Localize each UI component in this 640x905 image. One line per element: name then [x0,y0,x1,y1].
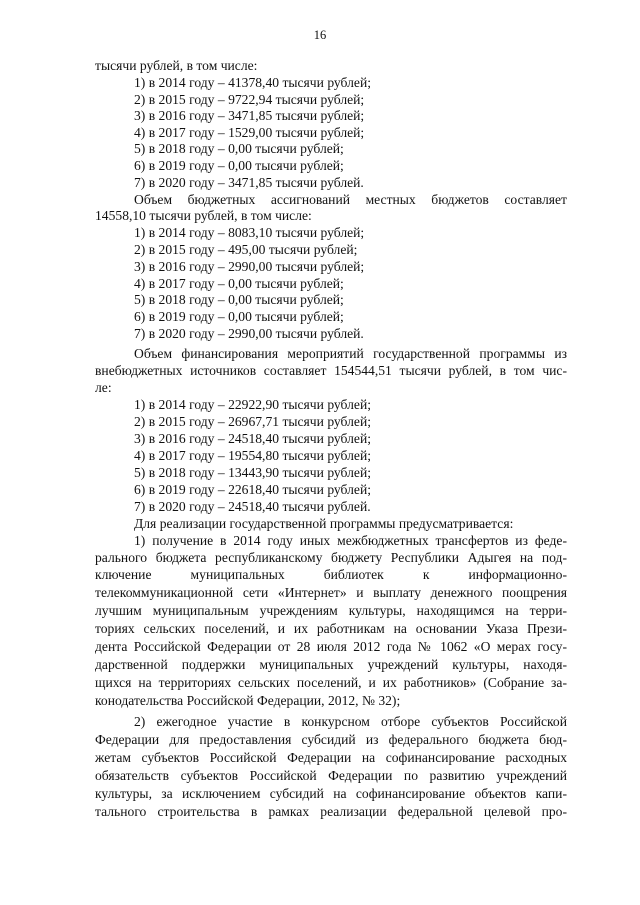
list-item: 7) в 2020 году – 2990,00 тысячи рублей. [134,326,364,341]
paragraph-line: телекоммуникационной сети «Интернет» и выплату денежного поощрения [95,585,567,600]
paragraph-line: ле: [95,380,112,395]
list-item: 4) в 2017 году – 1529,00 тысячи рублей; [134,125,365,140]
paragraph-line: конодательства Российской Федерации, 2012, № 32); [95,693,401,708]
paragraph-line: культуры, за исключением субсидий на софинансирование объектов капи- [95,786,567,801]
paragraph-line: обязательств субъектов Российской Федерации по развитию учреждений [95,768,567,783]
list-item: 2) в 2015 году – 495,00 тысячи рублей; [134,242,358,257]
list-item: 1) в 2014 году – 41378,40 тысячи рублей; [134,75,372,90]
list-item: 6) в 2019 году – 0,00 тысячи рублей; [134,158,344,173]
list-item: 2) в 2015 году – 26967,71 тысячи рублей; [134,414,372,429]
list-item: 2) в 2015 году – 9722,94 тысячи рублей; [134,92,365,107]
paragraph-line: ключение муниципальных библиотек к информационно- [95,567,567,582]
paragraph-line: тысячи рублей, в том числе: [95,58,258,73]
list-item: 4) в 2017 году – 19554,80 тысячи рублей; [134,448,372,463]
list-item: 6) в 2019 году – 22618,40 тысячи рублей; [134,482,372,497]
paragraph-line: лучшим муниципальным учреждениям культуры, находящимся на терри- [95,603,567,618]
list-item: 3) в 2016 году – 3471,85 тысячи рублей; [134,108,365,123]
list-item: 5) в 2018 году – 13443,90 тысячи рублей; [134,465,372,480]
paragraph-line: рального бюджета республиканскому бюджету Республики Адыгея на под- [95,550,567,565]
paragraph-line: тального строительства в рамках реализации федеральной целевой про- [95,804,567,819]
paragraph-line: щихся на территориях сельских поселений, и их работников» (Собрание за- [95,675,567,690]
paragraph-line: дента Российской Федерации от 28 июля 2012 года № 1062 «О мерах госу- [95,639,567,654]
paragraph-line: 2) ежегодное участие в конкурсном отборе субъектов Российской [134,714,567,729]
paragraph-line: 1) получение в 2014 году иных межбюджетных трансфертов из феде- [134,533,567,548]
list-item: 5) в 2018 году – 0,00 тысячи рублей; [134,141,344,156]
list-item: 5) в 2018 году – 0,00 тысячи рублей; [134,292,344,307]
list-item: 7) в 2020 году – 24518,40 тысячи рублей. [134,499,371,514]
list-item: 1) в 2014 году – 8083,10 тысячи рублей; [134,225,365,240]
paragraph-line: 14558,10 тысячи рублей, в том числе: [95,208,312,223]
list-item: 6) в 2019 году – 0,00 тысячи рублей; [134,309,344,324]
list-item: 1) в 2014 году – 22922,90 тысячи рублей; [134,397,372,412]
list-item: 4) в 2017 году – 0,00 тысячи рублей; [134,276,344,291]
paragraph-line: дарственной поддержки муниципальных учреждений культуры, находя- [95,657,567,672]
list-item: 3) в 2016 году – 24518,40 тысячи рублей; [134,431,372,446]
list-item: 3) в 2016 году – 2990,00 тысячи рублей; [134,259,365,274]
paragraph-line: Объем бюджетных ассигнований местных бюджетов составляет [134,192,567,207]
paragraph-line: ториях сельских поселений, и их работникам на основании Указа Прези- [95,621,567,636]
paragraph-line: Объем финансирования мероприятий государственной программы из [134,346,567,361]
list-item: 7) в 2020 году – 3471,85 тысячи рублей. [134,175,364,190]
paragraph-line: жетам субъектов Российской Федерации на софинансирование расходных [95,750,567,765]
paragraph-line: внебюджетных источников составляет 154544,51 тысячи рублей, в том чис- [95,363,567,378]
section-heading: Для реализации государственной программы предусматривается: [134,516,514,531]
paragraph-line: Федерации для предоставления субсидий из федерального бюджета бюд- [95,732,567,747]
page-number: 16 [313,28,327,42]
